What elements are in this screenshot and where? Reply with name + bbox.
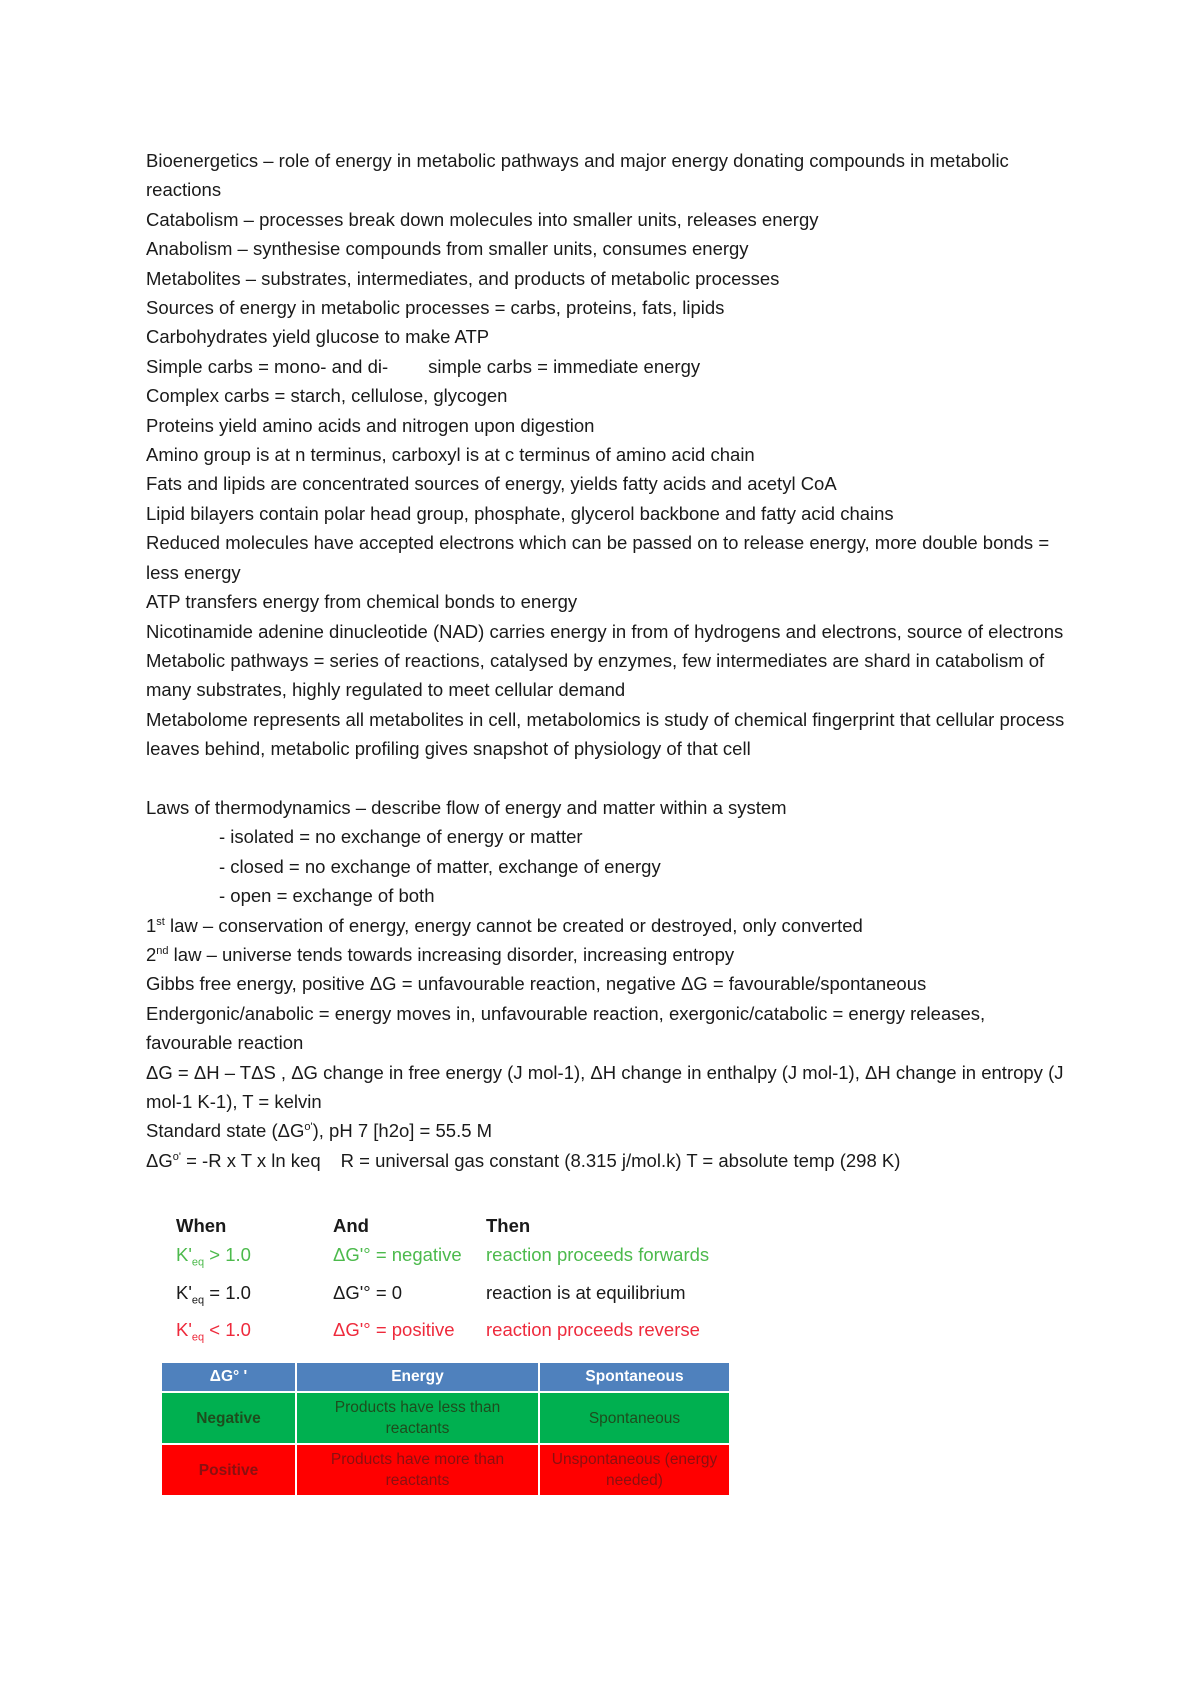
- then-cell: reaction is at equilibrium: [486, 1281, 686, 1303]
- dg-cell: ΔG'° = negative: [333, 1244, 462, 1265]
- note-line: - open = exchange of both: [219, 885, 435, 907]
- then-cell: reaction proceeds forwards: [486, 1244, 710, 1265]
- keq-cell: [176, 1240, 333, 1278]
- note-line: Complex carbs = starch, cellulose, glycogen: [146, 385, 508, 407]
- row-label: Positive: [161, 1444, 296, 1496]
- delta-g-table: [160, 1361, 731, 1497]
- column-header: When: [176, 1215, 227, 1236]
- row-label: Negative: [161, 1392, 296, 1444]
- energy-cell: Products have less than reactants: [296, 1392, 539, 1444]
- superscript: o': [172, 1150, 181, 1163]
- energy-cell: Products have more than reactants: [296, 1444, 539, 1496]
- note-line: Carbohydrates yield glucose to make ATP: [146, 326, 490, 348]
- table-row-positive: [161, 1444, 730, 1496]
- note-line: [146, 1116, 1066, 1145]
- note-text: = -R x T x ln keq: [180, 1149, 321, 1171]
- note-text: R = universal gas constant (8.315 j/mol.k) T = absolute temp (298 K): [340, 1149, 901, 1171]
- keq-cell: [176, 1315, 333, 1353]
- table-header-row: [161, 1362, 730, 1392]
- dg-cell: ΔG'° = positive: [333, 1319, 455, 1341]
- note-line: Nicotinamide adenine dinucleotide (NAD) carries energy in from of hydrogens and electrons, source of electrons: [146, 620, 1064, 642]
- superscript: nd: [156, 944, 169, 957]
- table-row: [176, 1315, 746, 1353]
- cell-text: K': [176, 1319, 192, 1341]
- note-text: law – universe tends towards increasing disorder, increasing entropy: [168, 943, 735, 965]
- note-line: Gibbs free energy, positive ΔG = unfavourable reaction, negative ΔG = favourable/spontaneous: [146, 973, 927, 995]
- spontaneous-cell: Spontaneous: [539, 1392, 730, 1444]
- note-line: Reduced molecules have accepted electrons which can be passed on to release energy, more double bonds = less energy: [146, 532, 1050, 583]
- note-text: ), pH 7 [h2o] = 55.5 M: [312, 1120, 493, 1142]
- note-text: law – conservation of energy, energy cannot be created or destroyed, only converted: [164, 914, 863, 936]
- note-line: Lipid bilayers contain polar head group, phosphate, glycerol backbone and fatty acid chains: [146, 502, 894, 524]
- note-line: Bioenergetics – role of energy in metabolic pathways and major energy donating compounds in metabolic reactions: [146, 150, 1009, 201]
- column-header: ΔG° ': [161, 1362, 296, 1392]
- spontaneous-cell: Unspontaneous (energy needed): [539, 1444, 730, 1496]
- notes-body: [146, 146, 1066, 1175]
- note-line: Metabolome represents all metabolites in cell, metabolomics is study of chemical fingerprint that cellular process leaves behind, metabolic profiling gives snapshot of physiology of that cell: [146, 708, 1065, 760]
- note-line: Sources of energy in metabolic processes = carbs, proteins, fats, lipids: [146, 297, 725, 319]
- keq-cell: [176, 1278, 333, 1316]
- then-cell: reaction proceeds reverse: [486, 1319, 700, 1341]
- dg-cell: ΔG'° = 0: [333, 1281, 403, 1303]
- cell-text: = 1.0: [204, 1281, 251, 1303]
- column-header: Then: [486, 1215, 531, 1236]
- note-text: 2: [146, 943, 157, 965]
- note-line: - isolated = no exchange of energy or matter: [219, 826, 583, 848]
- note-line: Anabolism – synthesise compounds from smaller units, consumes energy: [146, 238, 749, 260]
- note-text: 1: [146, 914, 157, 936]
- note-line: [146, 1146, 1066, 1175]
- note-line: Amino group is at n terminus, carboxyl is at c terminus of amino acid chain: [146, 444, 755, 466]
- table-row-negative: [161, 1392, 730, 1444]
- note-line: Fats and lipids are concentrated sources of energy, yields fatty acids and acetyl CoA: [146, 473, 837, 495]
- note-line: Endergonic/anabolic = energy moves in, unfavourable reaction, exergonic/catabolic = energy releases, favourable reaction: [146, 1002, 986, 1054]
- superscript: st: [156, 915, 165, 928]
- column-header: Spontaneous: [539, 1362, 730, 1392]
- cell-text: > 1.0: [204, 1244, 251, 1265]
- table-row: [176, 1240, 746, 1278]
- note-line: Metabolites – substrates, intermediates, and products of metabolic processes: [146, 267, 780, 289]
- superscript: o': [304, 1121, 313, 1134]
- subscript: eq: [191, 1256, 205, 1269]
- note-text: Standard state (ΔG: [146, 1120, 305, 1142]
- cell-text: K': [176, 1281, 192, 1303]
- column-header: And: [333, 1215, 369, 1236]
- note-line: ATP transfers energy from chemical bonds to energy: [146, 591, 578, 613]
- note-line: [146, 911, 1066, 940]
- cell-text: < 1.0: [204, 1319, 251, 1341]
- note-text: ΔG: [146, 1149, 173, 1171]
- note-line: - closed = no exchange of matter, exchange of energy: [219, 855, 661, 877]
- note-line: Catabolism – processes break down molecules into smaller units, releases energy: [146, 208, 819, 230]
- subscript: eq: [191, 1294, 205, 1307]
- note-text: simple carbs = immediate energy: [428, 355, 701, 377]
- cell-text: K': [176, 1244, 192, 1265]
- table-row: [176, 1278, 746, 1316]
- table-header-row: [176, 1211, 746, 1240]
- subscript: eq: [191, 1332, 205, 1345]
- note-line: Proteins yield amino acids and nitrogen upon digestion: [146, 414, 595, 436]
- note-line: Laws of thermodynamics – describe flow of energy and matter within a system: [146, 796, 787, 818]
- column-header: Energy: [296, 1362, 539, 1392]
- note-line: Metabolic pathways = series of reactions, catalysed by enzymes, few intermediates are shard in catabolism of many substrates, highly regulated to meet cellular demand: [146, 649, 1045, 701]
- note-line: [146, 352, 1066, 381]
- paragraph-gap: [146, 764, 1066, 793]
- note-line: ΔG = ΔH – TΔS , ΔG change in free energy (J mol-1), ΔH change in enthalpy (J mol-1), ΔH change in entropy (J mol-1 K-1), T = kelvin: [146, 1061, 1064, 1112]
- note-text: Simple carbs = mono- and di-: [146, 355, 389, 377]
- note-line: [146, 940, 1066, 969]
- when-and-then-table: [176, 1211, 746, 1353]
